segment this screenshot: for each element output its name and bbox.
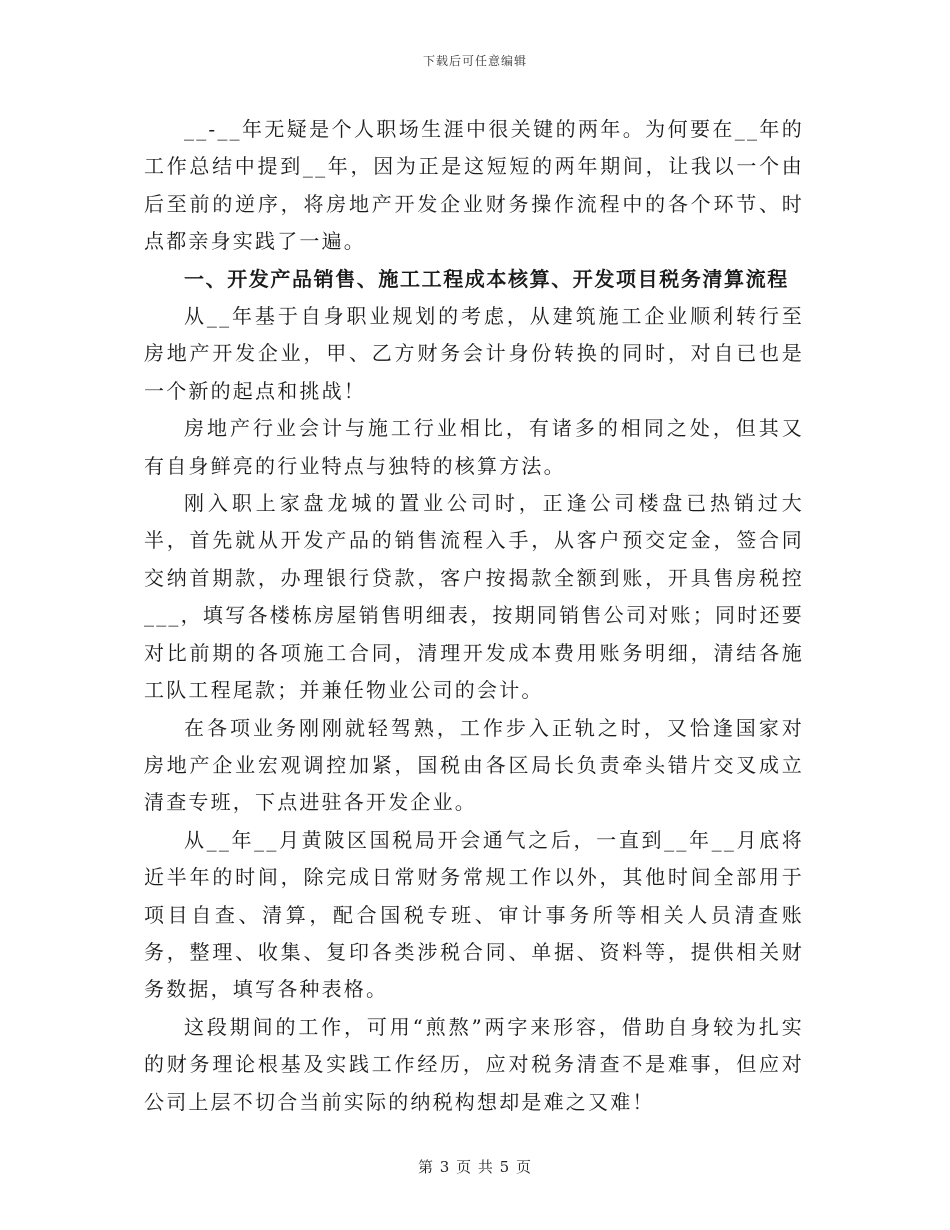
header-note: 下载后可任意编辑 [422,54,527,68]
paragraph-5: 从__年__月黄陂区国税局开会通气之后，一直到__年__月底将近半年的时间，除完成日常财务常规工作以外，其他时间全部用于项目自查、清算，配合国税专班、审计事务所等相关人员清查账务，整理、收集、复印各类涉税合同、单据、资料等，提供相关财务数据，填写各种表格。 [144,827,804,1002]
paragraph-1: 从__年基于自身职业规划的考虑，从建筑施工企业顺利转行至房地产开发企业，甲、乙方财务会计身份转换的同时，对自已也是一个新的起点和挑战！ [144,304,804,403]
section-heading: 一、开发产品销售、施工工程成本核算、开发项目税务清算流程 [184,266,789,291]
paragraph-4: 在各项业务刚刚就轻驾熟，工作步入正轨之时，又恰逢国家对房地产企业宏观调控加紧，国税由各区局长负责牵头错片交叉成立清查专班，下点进驻各开发企业。 [144,715,804,815]
paragraph-3: 刚入职上家盘龙城的置业公司时，正逢公司楼盘已热销过大半，首先就从开发产品的销售流程入手，从客户预交定金，签合同交纳首期款，办理银行贷款，客户按揭款全额到账，开具售房税控___，填写各楼栋房屋销售明细表，按期同销售公司对账；同时还要对比前期的各项施工合同，清理开发成本费用账务明细，清结各施工队工程尾款；并兼任物业公司的会计。 [144,491,804,703]
paragraph-2: 房地产行业会计与施工行业相比，有诸多的相同之处，但其又有自身鲜亮的行业特点与独特的核算方法。 [144,416,804,478]
document-body [144,111,804,1121]
paragraph-6: 这段期间的工作，可用“煎熬”两字来形容，借助自身较为扎实的财务理论根基及实践工作经历，应对税务清查不是难事，但应对公司上层不切合当前实际的纳税构想却是难之又难！ [144,1014,804,1114]
intro-paragraph: __-__年无疑是个人职场生涯中很关键的两年。为何要在__年的工作总结中提到__年，因为正是这短短的两年期间，让我以一个由后至前的逆序，将房地产开发企业财务操作流程中的各个环节、时点都亲身实践了一遍。 [144,117,804,254]
page-number: 第 3 页 共 5 页 [418,1158,532,1176]
